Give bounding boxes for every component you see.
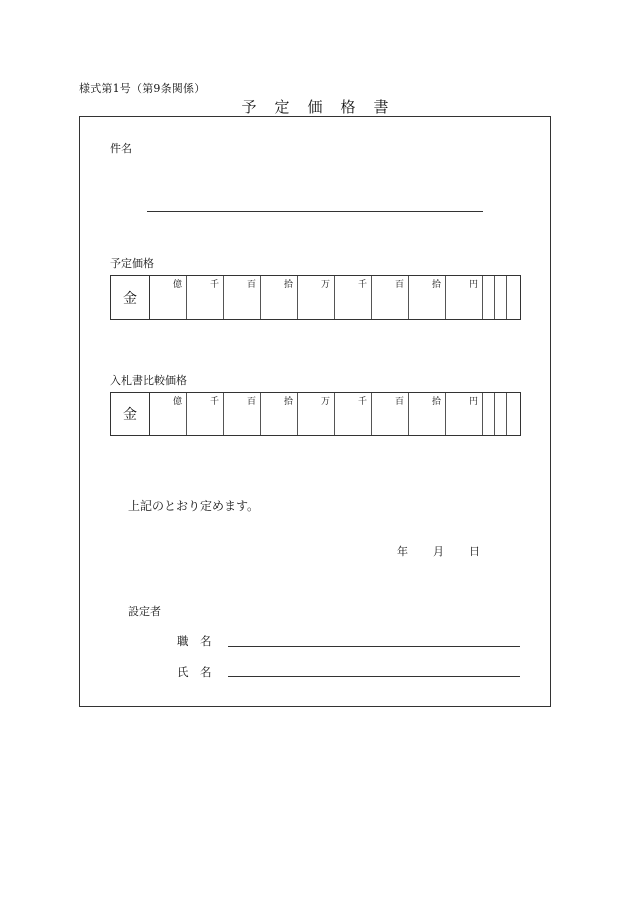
digit-unit: 万	[320, 280, 330, 290]
digit-cell-juman[interactable]	[261, 393, 298, 435]
digit-unit: 円	[468, 397, 478, 407]
digit-cell-man[interactable]	[298, 276, 335, 319]
title-char: 価	[307, 98, 323, 116]
planned-price-table	[110, 275, 521, 320]
digit-unit: 万	[320, 397, 330, 407]
title-char: 書	[373, 98, 389, 116]
form-number: 様式第1号（第9条関係）	[79, 82, 206, 95]
digit-cell-oku[interactable]	[150, 393, 187, 435]
digit-cell-en[interactable]	[446, 393, 483, 435]
position-input-line[interactable]	[228, 646, 520, 647]
name-input-line[interactable]	[228, 676, 520, 677]
digit-unit: 億	[172, 397, 182, 407]
bid-comparison-price-table	[110, 392, 521, 436]
currency-prefix: 金	[111, 393, 150, 435]
extra-cell[interactable]	[495, 276, 507, 319]
digit-unit: 百	[394, 397, 404, 407]
digit-cell-man[interactable]	[298, 393, 335, 435]
position-label: 職 名	[177, 634, 212, 648]
digit-cell-hyakuman[interactable]	[224, 276, 261, 319]
digit-unit: 拾	[283, 397, 293, 407]
extra-cell[interactable]	[507, 276, 520, 319]
digit-cell-senman[interactable]	[187, 276, 224, 319]
digit-unit: 拾	[431, 280, 441, 290]
title-char: 定	[274, 98, 290, 116]
digit-cell-sen[interactable]	[335, 276, 372, 319]
digit-cell-oku[interactable]	[150, 276, 187, 319]
name-label: 氏 名	[177, 665, 212, 679]
digit-unit: 千	[357, 397, 367, 407]
document-title	[0, 96, 630, 117]
digit-unit: 千	[357, 280, 367, 290]
digit-cell-ju[interactable]	[409, 276, 446, 319]
date-day: 日	[469, 545, 480, 558]
extra-cell[interactable]	[495, 393, 507, 435]
title-char: 予	[241, 98, 257, 116]
extra-cell[interactable]	[507, 393, 520, 435]
bid-comparison-price-label: 入札書比較価格	[110, 374, 187, 387]
date-month: 月	[433, 545, 444, 558]
digit-cell-en[interactable]	[446, 276, 483, 319]
digit-unit: 百	[246, 397, 256, 407]
subject-input-line[interactable]	[147, 211, 483, 212]
digit-unit: 百	[246, 280, 256, 290]
currency-prefix: 金	[111, 276, 150, 319]
digit-cell-hyaku[interactable]	[372, 276, 409, 319]
extra-cell[interactable]	[483, 276, 495, 319]
statement-text: 上記のとおり定めます。	[128, 499, 260, 513]
digit-cell-sen[interactable]	[335, 393, 372, 435]
digit-cell-hyaku[interactable]	[372, 393, 409, 435]
digit-unit: 億	[172, 280, 182, 290]
digit-cell-hyakuman[interactable]	[224, 393, 261, 435]
digit-unit: 千	[209, 280, 219, 290]
digit-cell-ju[interactable]	[409, 393, 446, 435]
extra-cell[interactable]	[483, 393, 495, 435]
date-year: 年	[397, 545, 408, 558]
digit-unit: 拾	[283, 280, 293, 290]
digit-unit: 千	[209, 397, 219, 407]
digit-unit: 百	[394, 280, 404, 290]
digit-cell-juman[interactable]	[261, 276, 298, 319]
digit-cell-senman[interactable]	[187, 393, 224, 435]
digit-unit: 円	[468, 280, 478, 290]
planned-price-label: 予定価格	[110, 257, 154, 270]
title-char: 格	[340, 98, 356, 116]
subject-label: 件名	[110, 142, 132, 155]
setter-label: 設定者	[128, 605, 161, 618]
digit-unit: 拾	[431, 397, 441, 407]
